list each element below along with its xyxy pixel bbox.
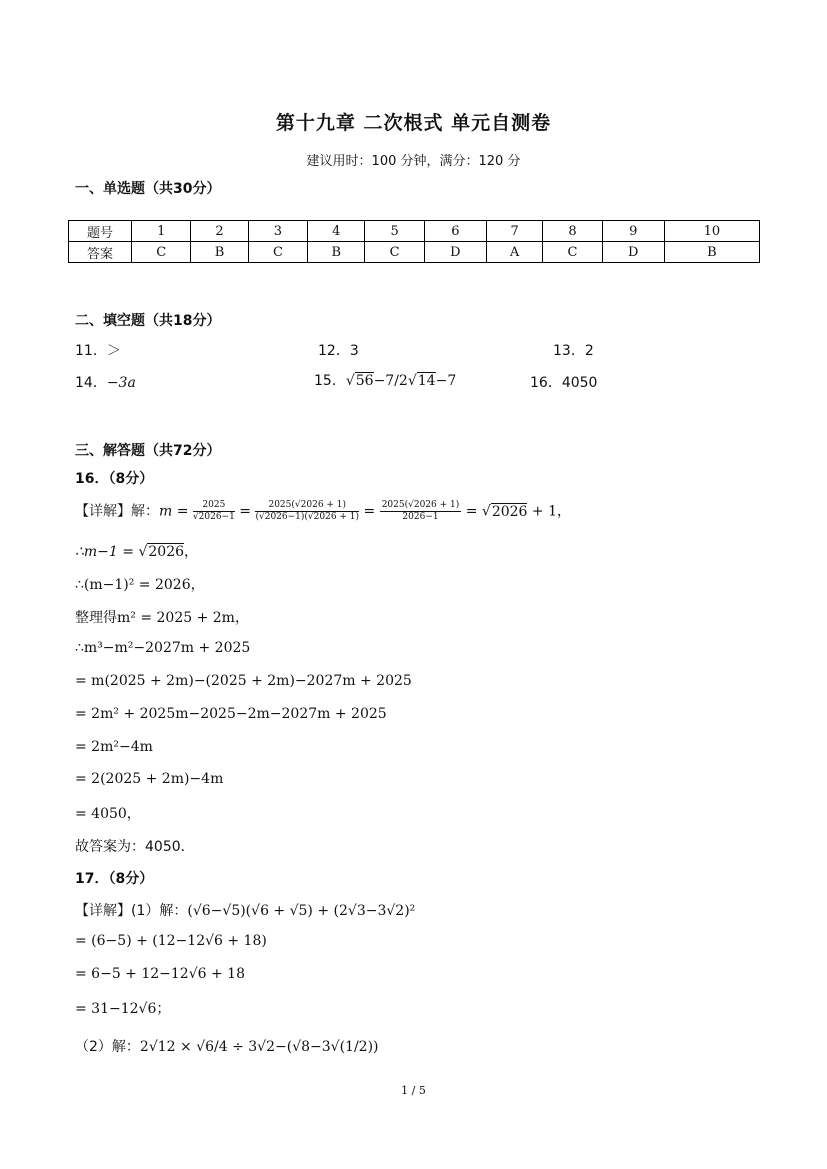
answer-cell: C	[132, 242, 191, 263]
problem17-heading: 17．（8分）	[75, 871, 154, 887]
problem17-line-4: = 31−12√6；	[75, 1001, 171, 1017]
equals-sign: =	[176, 503, 189, 520]
answer-cell: A	[486, 242, 542, 263]
fill-answer-15-mid: −7/2	[373, 373, 408, 389]
problem16-line-2: ∴m−1 = √2026，	[75, 544, 199, 560]
problem17-line-1: 【详解】(1）解：(√6−√5)(√6 + √5) + (2√3−3√2)²	[75, 903, 416, 919]
plus-one: + 1，	[531, 503, 572, 520]
result-radicand: 2026	[491, 503, 528, 520]
fraction-2: $\frac{2025(√2026 + 1)}{(√2026-1)(√2026 + 1)}$	[255, 500, 360, 522]
answer-table-question-row	[69, 221, 760, 242]
section3-heading: 三、解答题（共72分）	[75, 443, 221, 459]
answer-table-answer-row	[69, 242, 760, 263]
fill-answer-15: 15．√56−7/2√14−7	[314, 373, 457, 389]
fill-answer-12: 12．3	[318, 343, 359, 359]
answer-row-label: 答案	[69, 242, 132, 263]
fill-answer-14-number: 14．	[75, 375, 107, 391]
fill-answer-15-end: −7	[435, 373, 457, 389]
page-number: 1 / 5	[401, 1084, 426, 1097]
problem17-line-2: = (6−5) + (12−12√6 + 18)	[75, 933, 267, 949]
question-number: 4	[308, 221, 365, 242]
question-number: 5	[365, 221, 424, 242]
fill-answer-15-number: 15．	[314, 373, 346, 389]
problem16-line-3: ∴(m−1)² = 2026，	[75, 577, 205, 593]
problem16-line-9: = 2(2025 + 2m)−4m	[75, 771, 224, 787]
problem16-line-5: ∴m³−m²−2027m + 2025	[75, 640, 251, 656]
fill-answer-13: 13．2	[553, 343, 594, 359]
answer-table	[68, 220, 760, 263]
answer-cell: C	[365, 242, 424, 263]
page-title: 第十九章 二次根式 单元自测卷	[275, 112, 552, 134]
answer-cell: B	[191, 242, 248, 263]
fraction-3: $\frac{2025(√2026 + 1)}{2026-1}$	[381, 500, 460, 522]
page-subtitle: 建议用时：100 分钟，满分：120 分	[306, 154, 521, 169]
problem17-part2: （2）解：2√12 × √6/4 ÷ 3√2−(√8−3√(1/2))	[75, 1039, 379, 1055]
fill-answer-11: 11．＞	[75, 343, 121, 359]
question-row-label: 题号	[69, 221, 132, 242]
question-number: 7	[486, 221, 542, 242]
problem16-line-4: 整理得m² = 2025 + 2m，	[75, 610, 249, 626]
problem16-line-10: = 4050，	[75, 806, 141, 822]
problem16-line-8: = 2m²−4m	[75, 739, 153, 755]
problem16-line-1: 【详解】解：m = $\frac{2025}{√2026-1}$ = $\frac{2025(√2026 + 1)}{(√2026-1)(√2026 + 1)}$ = $\frac{2025(√2026 + 1)}{2026-1}$ = √2026 + 1，	[75, 500, 572, 522]
answer-cell: C	[248, 242, 307, 263]
detail-label: 【详解】解：	[75, 503, 159, 520]
equals-sign: =	[363, 503, 376, 520]
fill-answer-15-radicand-1: 56	[355, 373, 374, 389]
answer-cell: D	[602, 242, 664, 263]
equals-sign: =	[239, 503, 252, 520]
section2-heading: 二、填空题（共18分）	[75, 313, 221, 329]
fill-answer-15-radicand-2: 14	[417, 373, 436, 389]
question-number: 10	[664, 221, 759, 242]
problem17-line-3: = 6−5 + 12−12√6 + 18	[75, 966, 245, 982]
problem16-line-7: = 2m² + 2025m−2025−2m−2027m + 2025	[75, 706, 387, 722]
question-number: 6	[424, 221, 486, 242]
problem16-conclusion: 故答案为：4050．	[75, 839, 195, 855]
problem16-heading: 16．（8分）	[75, 471, 154, 487]
question-number: 8	[543, 221, 602, 242]
problem16-line-6: = m(2025 + 2m)−(2025 + 2m)−2027m + 2025	[75, 673, 412, 689]
fill-answer-16: 16．4050	[530, 375, 598, 391]
question-number: 2	[191, 221, 248, 242]
answer-cell: B	[664, 242, 759, 263]
answer-cell: B	[308, 242, 365, 263]
equals-sign: =	[465, 503, 478, 520]
fraction-1: $\frac{2025}{√2026-1}$	[192, 500, 235, 522]
question-number: 9	[602, 221, 664, 242]
fill-answer-14-value: −3a	[106, 375, 136, 391]
fill-answer-14	[75, 372, 136, 392]
question-number: 1	[132, 221, 191, 242]
section1-heading: 一、单选题（共30分）	[75, 181, 221, 197]
answer-cell: D	[424, 242, 486, 263]
variable-m: m	[159, 503, 173, 520]
question-number: 3	[248, 221, 307, 242]
answer-cell: C	[543, 242, 602, 263]
